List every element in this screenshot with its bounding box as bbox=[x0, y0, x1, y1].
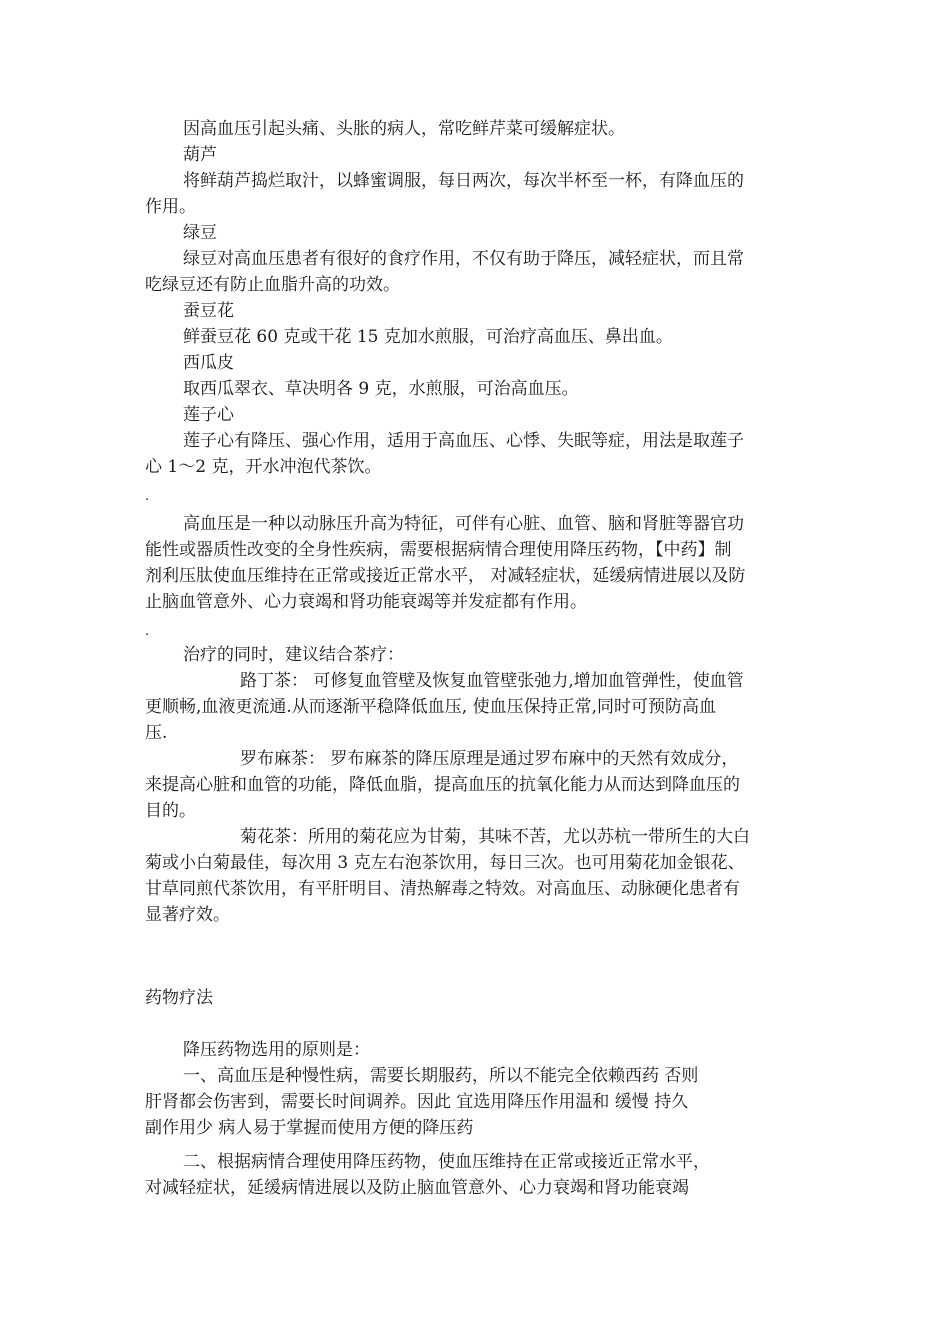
text-line: 肝肾都会伤害到，需要长时间调养。因此 宜选用降压作用温和 缓慢 持久 bbox=[145, 1092, 689, 1112]
text-line: 治疗的同时，建议结合茶疗： bbox=[183, 645, 404, 665]
text-line: 心 1～2 克，开水冲泡代茶饮。 bbox=[145, 457, 382, 477]
text-line: 二、根据病情合理使用降压药物，使血压维持在正常或接近正常水平， bbox=[183, 1152, 710, 1172]
text-line: 绿豆对高血压患者有很好的食疗作用，不仅有助于降压，减轻症状，而且常 bbox=[183, 249, 744, 269]
text-line: 作用。 bbox=[145, 197, 196, 217]
text-line: 能性或器质性改变的全身性疾病，需要根据病情合理使用降压药物，【中药】制 bbox=[145, 540, 732, 560]
text-line: 一、高血压是种慢性病，需要长期服药，所以不能完全依赖西药 否则 bbox=[183, 1066, 699, 1086]
section-heading: 西瓜皮 bbox=[183, 353, 234, 373]
section-heading: 蚕豆花 bbox=[183, 301, 234, 321]
text-line: 鲜蚕豆花 60 克或干花 15 克加水煎服，可治疗高血压、鼻出血。 bbox=[183, 327, 673, 347]
text-line: 更顺畅,血液更流通.从而逐渐平稳降低血压, 使血压保持正常,同时可预防高血 bbox=[145, 697, 717, 717]
text-line: 止脑血管意外、心力衰竭和肾功能衰竭等并发症都有作用。 bbox=[145, 592, 587, 612]
section-heading: 药物疗法 bbox=[145, 988, 213, 1008]
text-line: 路丁茶： 可修复血管壁及恢复血管壁张弛力,增加血管弹性，使血管 bbox=[240, 671, 744, 691]
text-line: 取西瓜翠衣、草决明各 9 克，水煎服，可治高血压。 bbox=[183, 379, 579, 399]
text-line: 菊或小白菊最佳，每次用 3 克左右泡茶饮用，每日三次。也可用菊花加金银花、 bbox=[145, 853, 745, 873]
section-heading: 葫芦 bbox=[183, 145, 217, 165]
text-line: 将鲜葫芦捣烂取汁，以蜂蜜调服，每日两次，每次半杯至一杯，有降血压的 bbox=[183, 171, 744, 191]
text-line: 目的。 bbox=[145, 801, 196, 821]
text-line: 来提高心脏和血管的功能，降低血脂，提高血压的抗氧化能力从而达到降血压的 bbox=[145, 775, 740, 795]
section-heading: 莲子心 bbox=[183, 405, 234, 425]
text-line: 菊花茶：所用的菊花应为甘菊，其味不苦，尤以苏杭一带所生的大白 bbox=[240, 827, 750, 847]
text-line: 莲子心有降压、强心作用，适用于高血压、心悸、失眠等症，用法是取莲子 bbox=[183, 431, 744, 451]
text-line: 对减轻症状，延缓病情进展以及防止脑血管意外、心力衰竭和肾功能衰竭 bbox=[145, 1178, 689, 1198]
text-line: 压. bbox=[145, 723, 168, 743]
text-line: 剂利压肽使血压维持在正常或接近正常水平， 对减轻症状，延缓病情进展以及防 bbox=[145, 566, 746, 586]
text-line: 吃绿豆还有防止血脂升高的功效。 bbox=[145, 275, 400, 295]
separator-dot: . bbox=[145, 489, 150, 504]
text-line: 副作用少 病人易于掌握而使用方便的降压药 bbox=[145, 1118, 474, 1138]
section-heading: 绿豆 bbox=[183, 223, 217, 243]
text-line: 甘草同煎代茶饮用，有平肝明目、清热解毒之特效。对高血压、动脉硬化患者有 bbox=[145, 879, 740, 899]
text-line: 因高血压引起头痛、头胀的病人，常吃鲜芹菜可缓解症状。 bbox=[183, 119, 625, 139]
text-line: 显著疗效。 bbox=[145, 905, 230, 925]
separator-dot: . bbox=[145, 624, 150, 639]
text-line: 高血压是一种以动脉压升高为特征，可伴有心脏、血管、脑和肾脏等器官功 bbox=[183, 514, 744, 534]
text-line: 降压药物选用的原则是： bbox=[183, 1040, 370, 1060]
text-line: 罗布麻茶： 罗布麻茶的降压原理是通过罗布麻中的天然有效成分， bbox=[240, 749, 739, 769]
